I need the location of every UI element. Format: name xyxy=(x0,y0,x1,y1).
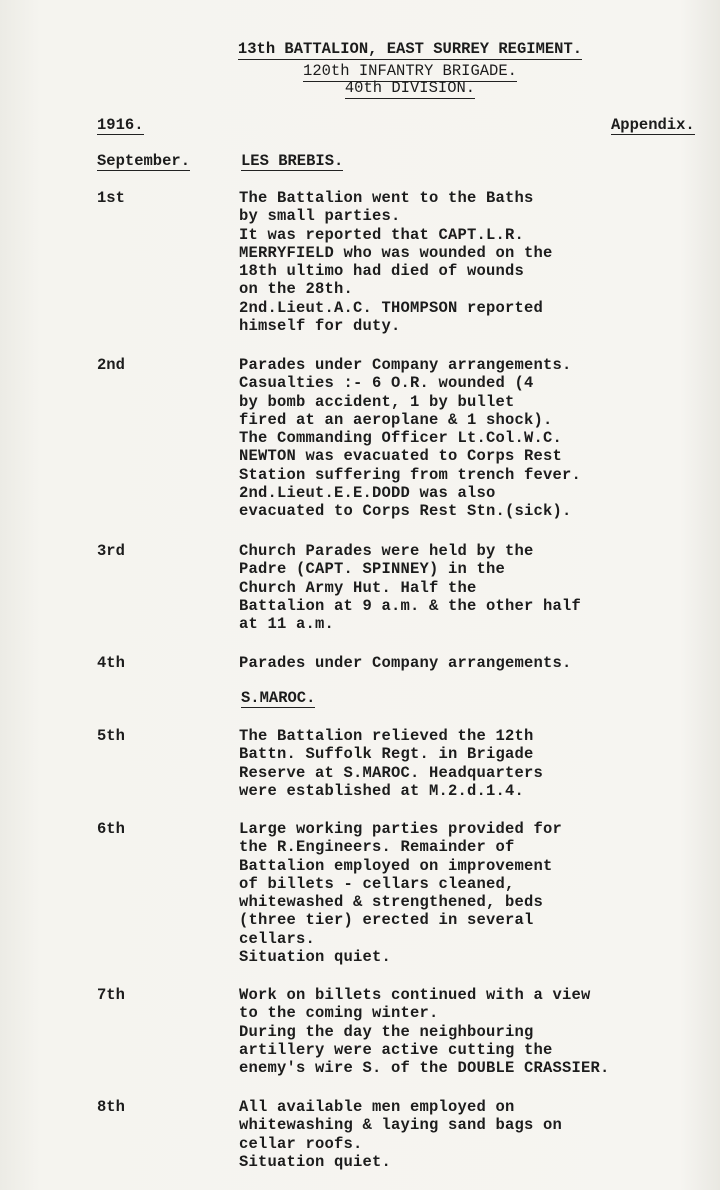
entry-date-2nd: 2nd xyxy=(97,356,125,374)
location-heading-les-brebis: LES BREBIS. xyxy=(241,152,344,170)
battalion-heading: 13th BATTALION, EAST SURREY REGIMENT. xyxy=(237,40,583,58)
brigade-heading: 120th INFANTRY BRIGADE. xyxy=(303,62,517,80)
entry-date-5th: 5th xyxy=(97,727,125,745)
appendix-label: Appendix. xyxy=(611,116,695,134)
entry-date-4th: 4th xyxy=(97,654,125,672)
entry-date-6th: 6th xyxy=(97,820,125,838)
entry-text-8th: All available men employed on whitewashing & laying sand bags on cellar roofs. Situation quiet. xyxy=(239,1098,563,1171)
location-heading-s-maroc: S.MAROC. xyxy=(241,689,316,707)
entry-text-7th: Work on billets continued with a view to the coming winter. During the day the neighbouring artillery were active cutting the enemy's wire S. of the DOUBLE CRASSIER. xyxy=(239,986,610,1078)
entry-date-8th: 8th xyxy=(97,1098,125,1116)
entry-date-1st: 1st xyxy=(97,189,125,207)
entry-text-6th: Large working parties provided for the R.Engineers. Remainder of Battalion employed on improvement of billets - cellars cleaned, whitewashed & strengthened, beds (three tier) erected in several cellars. Situation quiet. xyxy=(239,820,563,967)
division-heading: 40th DIVISION. xyxy=(344,79,476,97)
entry-text-4th: Parades under Company arrangements. xyxy=(239,654,572,672)
entry-text-3rd: Church Parades were held by the Padre (CAPT. SPINNEY) in the Church Army Hut. Half the Battalion at 9 a.m. & the other half at 11 a.m. xyxy=(239,542,582,634)
entry-date-3rd: 3rd xyxy=(97,542,125,560)
entry-text-2nd: Parades under Company arrangements. Casualties :- 6 O.R. wounded (4 by bomb accident, 1 by bullet fired at an aeroplane & 1 shock). The Commanding Officer Lt.Col.W.C. NEWTON was evacuated to Corps Rest Station suffering from trench fever. 2nd.Lieut.E.E.DODD was also evacuated to Corps Rest Stn.(sick). xyxy=(239,356,582,521)
month-label: September. xyxy=(97,152,191,170)
entry-text-1st: The Battalion went to the Baths by small parties. It was reported that CAPT.L.R. MERRYFIELD who was wounded on the 18th ultimo had died of wounds on the 28th. 2nd.Lieut.A.C. THOMPSON reported himself for duty. xyxy=(239,189,553,336)
entry-text-5th: The Battalion relieved the 12th Battn. Suffolk Regt. in Brigade Reserve at S.MAROC. Headquarters were established at M.2.d.1.4. xyxy=(239,727,544,800)
year-label: 1916. xyxy=(97,116,144,134)
entry-date-7th: 7th xyxy=(97,986,125,1004)
